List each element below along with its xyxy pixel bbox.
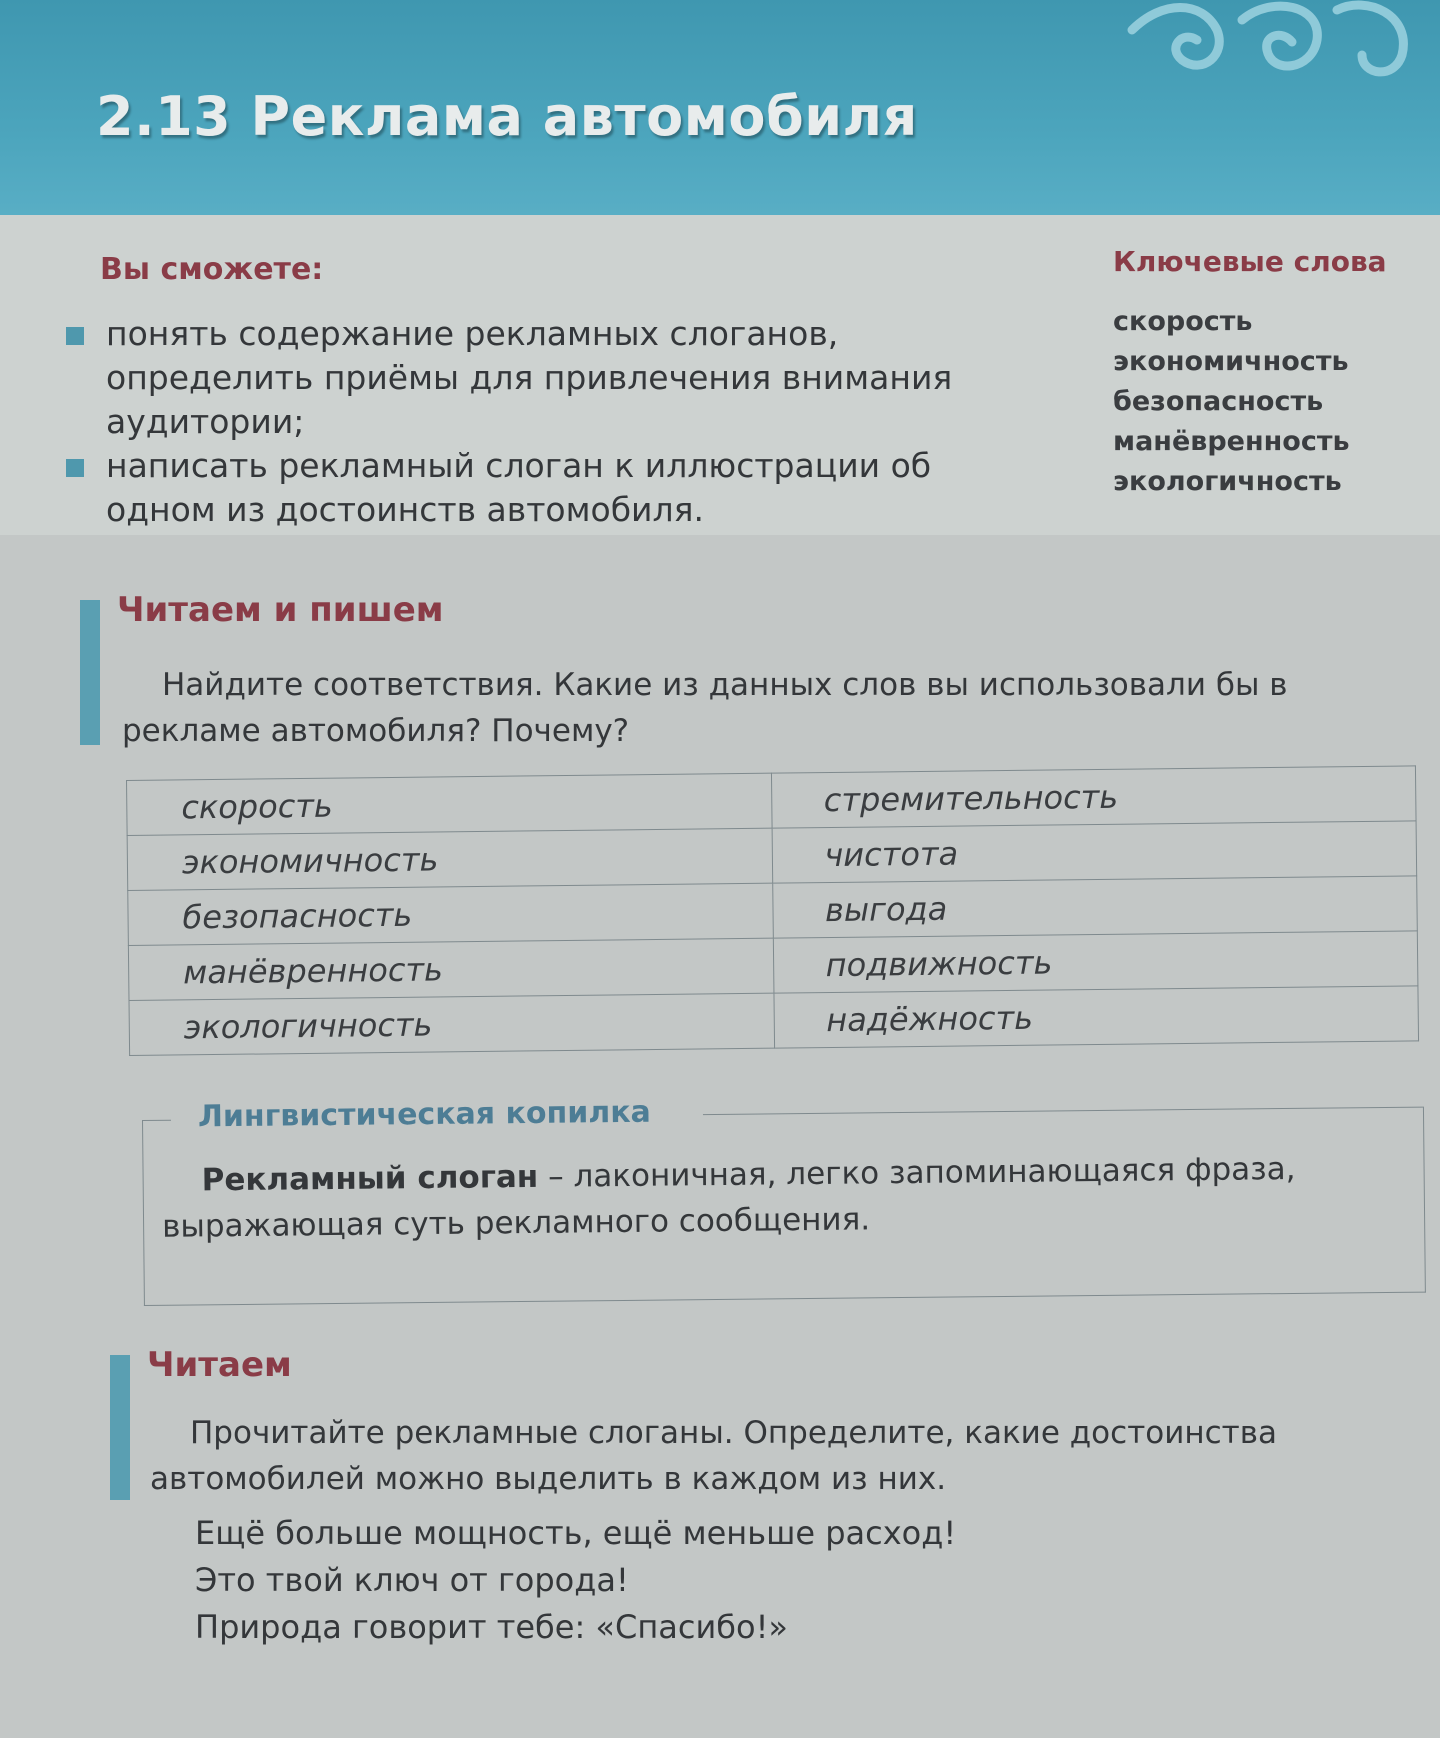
box-border-segment xyxy=(703,1107,1423,1116)
objective-item xyxy=(66,444,1016,532)
linguistic-box-title: Лингвистическая копилка xyxy=(197,1094,652,1135)
keywords-heading: Ключевые слова xyxy=(1113,245,1387,278)
matching-table xyxy=(126,765,1419,1056)
section-accent-bar xyxy=(110,1355,130,1500)
objective-item xyxy=(66,312,1016,444)
keyword-item: скорость xyxy=(1113,306,1253,337)
section-title-reading: Читаем xyxy=(147,1345,292,1385)
table-cell-right: подвижность xyxy=(773,931,1418,993)
objective-text: понять содержание рекламных слоганов, определить приёмы для привлечения внимания аудитории; xyxy=(106,314,953,441)
objectives-list xyxy=(66,312,1016,532)
linguistic-box-definition xyxy=(161,1145,1412,1250)
section-accent-bar xyxy=(80,600,100,745)
definition-term: Рекламный слоган xyxy=(201,1158,539,1199)
definition-text: – лаконичная, легко запоминающаяся фраза, выражающая суть рекламного сообщения. xyxy=(161,1150,1296,1245)
box-border-segment xyxy=(143,1120,171,1121)
keyword-item: манёвренность xyxy=(1113,426,1350,457)
header-banner xyxy=(0,0,1440,225)
table-cell-right: чистота xyxy=(772,821,1417,883)
keyword-item: безопасность xyxy=(1113,386,1324,417)
section-title-read-write: Читаем и пишем xyxy=(117,590,444,630)
slogan-list xyxy=(195,1510,956,1651)
reading-task: Прочитайте рекламные слоганы. Определите, какие достоинства автомобилей можно выделить в каждом из них. xyxy=(150,1415,1277,1497)
objective-text: написать рекламный слоган к иллюстрации об одном из достоинств автомобиля. xyxy=(106,446,932,529)
table-cell-left: скорость xyxy=(127,773,772,835)
page-title: 2.13 Реклама автомобиля xyxy=(96,85,918,148)
linguistic-box xyxy=(142,1094,1426,1306)
table-cell-right: надёжность xyxy=(773,986,1418,1048)
keyword-item: экологичность xyxy=(1113,466,1342,497)
slogan-item: Это твой ключ от города! xyxy=(195,1561,629,1599)
slogan-item: Природа говорит тебе: «Спасибо!» xyxy=(195,1608,788,1646)
square-bullet-icon xyxy=(66,459,84,477)
read-write-task: Найдите соответствия. Какие из данных слов вы использовали бы в рекламе автомобиля? Почему? xyxy=(122,667,1288,749)
table-cell-left: манёвренность xyxy=(128,938,773,1000)
keyword-item: экономичность xyxy=(1113,346,1349,377)
table-cell-right: стремительность xyxy=(771,766,1416,828)
objectives-heading: Вы сможете: xyxy=(100,252,324,287)
ornament-icon xyxy=(1122,0,1422,110)
square-bullet-icon xyxy=(66,327,84,345)
table-cell-left: экологичность xyxy=(129,993,774,1055)
slogan-item: Ещё больше мощность, ещё меньше расход! xyxy=(195,1514,957,1552)
table-cell-left: безопасность xyxy=(128,883,773,945)
keywords-list xyxy=(1113,302,1350,502)
table-cell-left: экономичность xyxy=(127,828,772,890)
table-cell-right: выгода xyxy=(772,876,1417,938)
